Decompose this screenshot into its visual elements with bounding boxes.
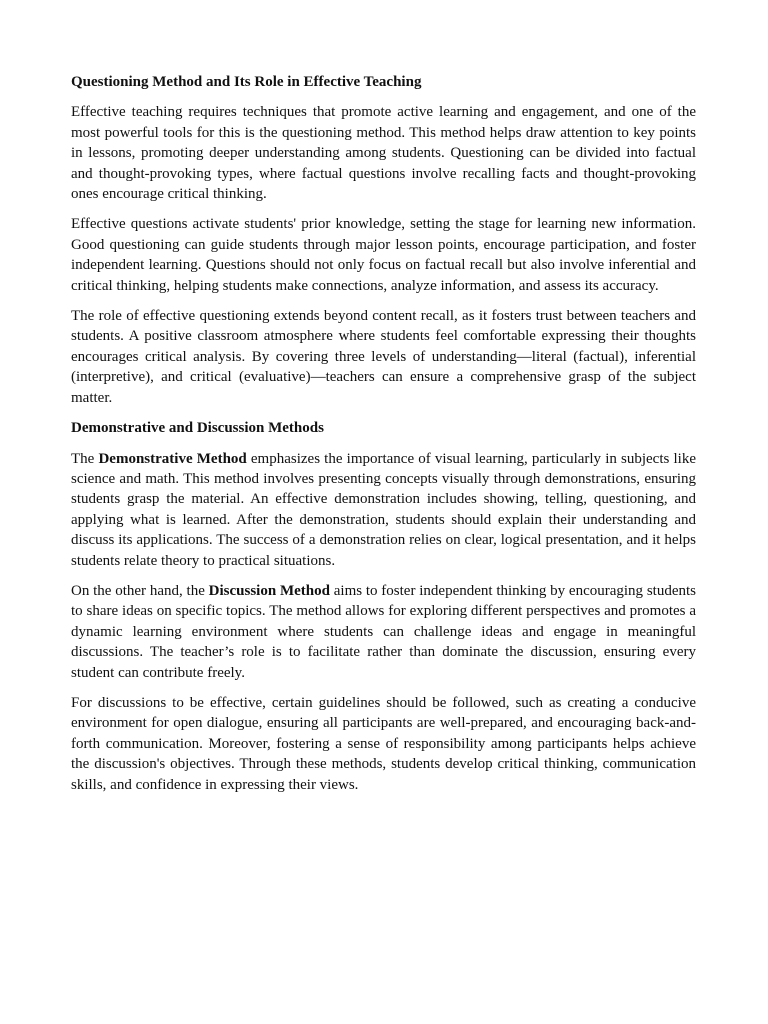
paragraph-demonstrative-method bbox=[71, 449, 696, 571]
discussion-method-term: Discussion Method bbox=[208, 582, 330, 599]
section-heading-questioning: Questioning Method and Its Role in Effective Teaching bbox=[71, 74, 422, 90]
paragraph-questioning-intro: Effective teaching requires techniques that promote active learning and engagement, and one of the most powerful tools for this is the questioning method. This method helps draw attention to key points in lessons, promoting deeper understanding among students. Questioning can be divided into factual and thought-provoking types, where factual questions involve recalling facts and thought-provoking ones encourage critical thinking. bbox=[71, 104, 696, 203]
demonstrative-lead-text: The bbox=[71, 450, 99, 467]
paragraph-discussion-guidelines: For discussions to be effective, certain guidelines should be followed, such as creating a conducive environment for open dialogue, ensuring all participants are well-prepared, and encouraging back-and-forth communication. Moreover, fostering a sense of responsibility among participants helps achieve the discussion's objectives. Through these methods, students develop critical thinking, communication skills, and confidence in expressing their views. bbox=[71, 694, 696, 793]
discussion-body-text: aims to foster independent thinking by encouraging students to share ideas on specific topics. The method allows for exploring different perspectives and promotes a dynamic learning environment where students can challenge ideas and engage in meaningful discussions. The teacher’s role is to facilitate rather than dominate the discussion, ensuring every student can contribute freely. bbox=[71, 582, 696, 681]
demonstrative-body-text: emphasizes the importance of visual learning, particularly in subjects like science and math. This method involves presenting concepts visually through demonstrations, ensuring students grasp the material. An effective demonstration includes showing, telling, questioning, and applying what is learned. After the demonstration, students should explain their understanding and discuss its applications. The success of a demonstration relies on clear, logical presentation, and it helps students relate theory to practical situations. bbox=[71, 450, 696, 569]
demonstrative-method-term: Demonstrative Method bbox=[98, 450, 247, 467]
paragraph-questioning-prior-knowledge: Effective questions activate students' prior knowledge, setting the stage for learning new information. Good questioning can guide students through major lesson points, encourage participation, and foster independent learning. Questions should not only focus on factual recall but also involve inferential and critical thinking, helping students make connections, analyze information, and assess its accuracy. bbox=[71, 216, 696, 294]
section-heading-demonstrative-discussion: Demonstrative and Discussion Methods bbox=[71, 420, 324, 437]
discussion-lead-text: On the other hand, the bbox=[71, 582, 209, 599]
paragraph-discussion-method bbox=[71, 581, 696, 683]
paragraph-questioning-role: The role of effective questioning extends beyond content recall, as it fosters trust between teachers and students. A positive classroom atmosphere where students feel comfortable expressing their thoughts encourages critical analysis. By covering three levels of understanding—literal (factual), inferential (interpretive), and critical (evaluative)—teachers can ensure a comprehensive grasp of the subject matter. bbox=[71, 308, 696, 406]
